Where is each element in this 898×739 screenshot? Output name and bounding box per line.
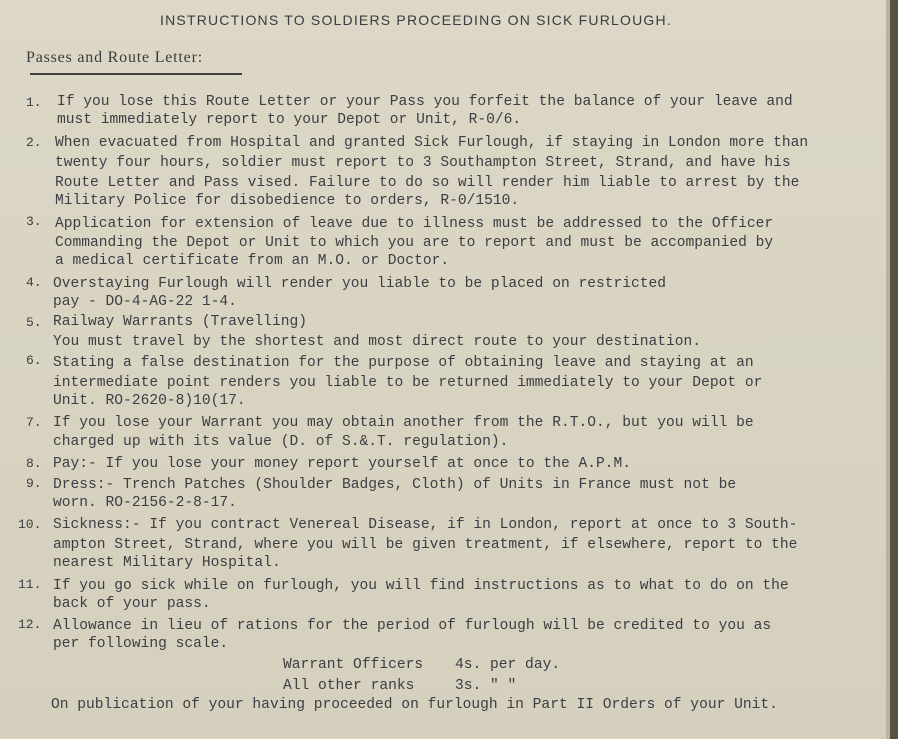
item-5-number: 5. <box>26 315 42 330</box>
item-6-line-1: Stating a false destination for the purpose of obtaining leave and staying at an <box>53 355 754 371</box>
item-8-line-1: Pay:- If you lose your money report yourself at once to the A.P.M. <box>53 456 632 472</box>
item-9-line-1: Dress:- Trench Patches (Shoulder Badges, Cloth) of Units in France must not be <box>53 477 737 493</box>
item-12-number: 12. <box>18 617 42 632</box>
closing-line: On publication of your having proceeded on furlough in Part II Orders of your Unit. <box>51 697 778 713</box>
item-4-number: 4. <box>26 275 42 290</box>
item-9-number: 9. <box>26 476 42 491</box>
section-heading-underline <box>30 73 242 75</box>
item-2-line-4: Military Police for disobedience to orders, R-0/1510. <box>55 193 520 209</box>
document-title: INSTRUCTIONS TO SOLDIERS PROCEEDING ON SICK FURLOUGH. <box>160 12 672 28</box>
item-3-line-2: Commanding the Depot or Unit to which you are to report and must be accompanied by <box>55 235 774 251</box>
item-1-line-2: must immediately report to your Depot or Unit, R-0/6. <box>57 112 522 128</box>
item-12-line-2: per following scale. <box>53 636 229 652</box>
item-10-line-3: nearest Military Hospital. <box>53 555 281 571</box>
section-heading: Passes and Route Letter: <box>26 49 203 66</box>
item-11-line-1: If you go sick while on furlough, you will find instructions as to what to do on the <box>53 578 789 594</box>
item-4-line-2: pay - DO-4-AG-22 1-4. <box>53 294 237 310</box>
item-5-line-2: You must travel by the shortest and most direct route to your destination. <box>53 334 702 350</box>
item-7-line-2: charged up with its value (D. of S.&.T. regulation). <box>53 434 509 450</box>
item-6-line-3: Unit. RO-2620-8)10(17. <box>53 393 246 409</box>
item-2-line-3: Route Letter and Pass vised. Failure to do so will render him liable to arrest by the <box>55 175 800 191</box>
item-11-number: 11. <box>18 577 42 592</box>
scale-row-2-amount: 3s. " " <box>455 678 517 694</box>
item-5-line-1: Railway Warrants (Travelling) <box>53 314 307 330</box>
item-10-line-2: ampton Street, Strand, where you will be given treatment, if elsewhere, report to the <box>53 537 798 553</box>
item-6-line-2: intermediate point renders you liable to be returned immediately to your Depot or <box>53 375 763 391</box>
item-3-line-3: a medical certificate from an M.O. or Doctor. <box>55 253 450 269</box>
item-8-number: 8. <box>26 456 42 471</box>
item-1-line-1: If you lose this Route Letter or your Pass you forfeit the balance of your leave and <box>57 94 793 110</box>
item-2-number: 2. <box>26 135 42 150</box>
scale-row-1-amount: 4s. per day. <box>455 657 561 673</box>
item-12-line-1: Allowance in lieu of rations for the period of furlough will be credited to you as <box>53 618 772 634</box>
item-6-number: 6. <box>26 353 42 368</box>
scale-row-1-label: Warrant Officers <box>283 657 424 673</box>
item-1-number: 1. <box>26 95 42 110</box>
scale-row-2-label: All other ranks <box>283 678 415 694</box>
item-9-line-2: worn. RO-2156-2-8-17. <box>53 495 237 511</box>
item-7-line-1: If you lose your Warrant you may obtain another from the R.T.O., but you will be <box>53 415 754 431</box>
item-11-line-2: back of your pass. <box>53 596 211 612</box>
item-10-line-1: Sickness:- If you contract Venereal Disease, if in London, report at once to 3 South- <box>53 517 798 533</box>
item-3-line-1: Application for extension of leave due to illness must be addressed to the Officer <box>55 216 774 232</box>
item-3-number: 3. <box>26 214 42 229</box>
paper-edge <box>890 0 898 739</box>
item-10-number: 10. <box>18 517 42 532</box>
item-4-line-1: Overstaying Furlough will render you liable to be placed on restricted <box>53 276 667 292</box>
item-2-line-2: twenty four hours, soldier must report to 3 Southampton Street, Strand, and have his <box>55 155 791 171</box>
item-2-line-1: When evacuated from Hospital and granted Sick Furlough, if staying in London more than <box>55 135 809 151</box>
item-7-number: 7. <box>26 415 42 430</box>
